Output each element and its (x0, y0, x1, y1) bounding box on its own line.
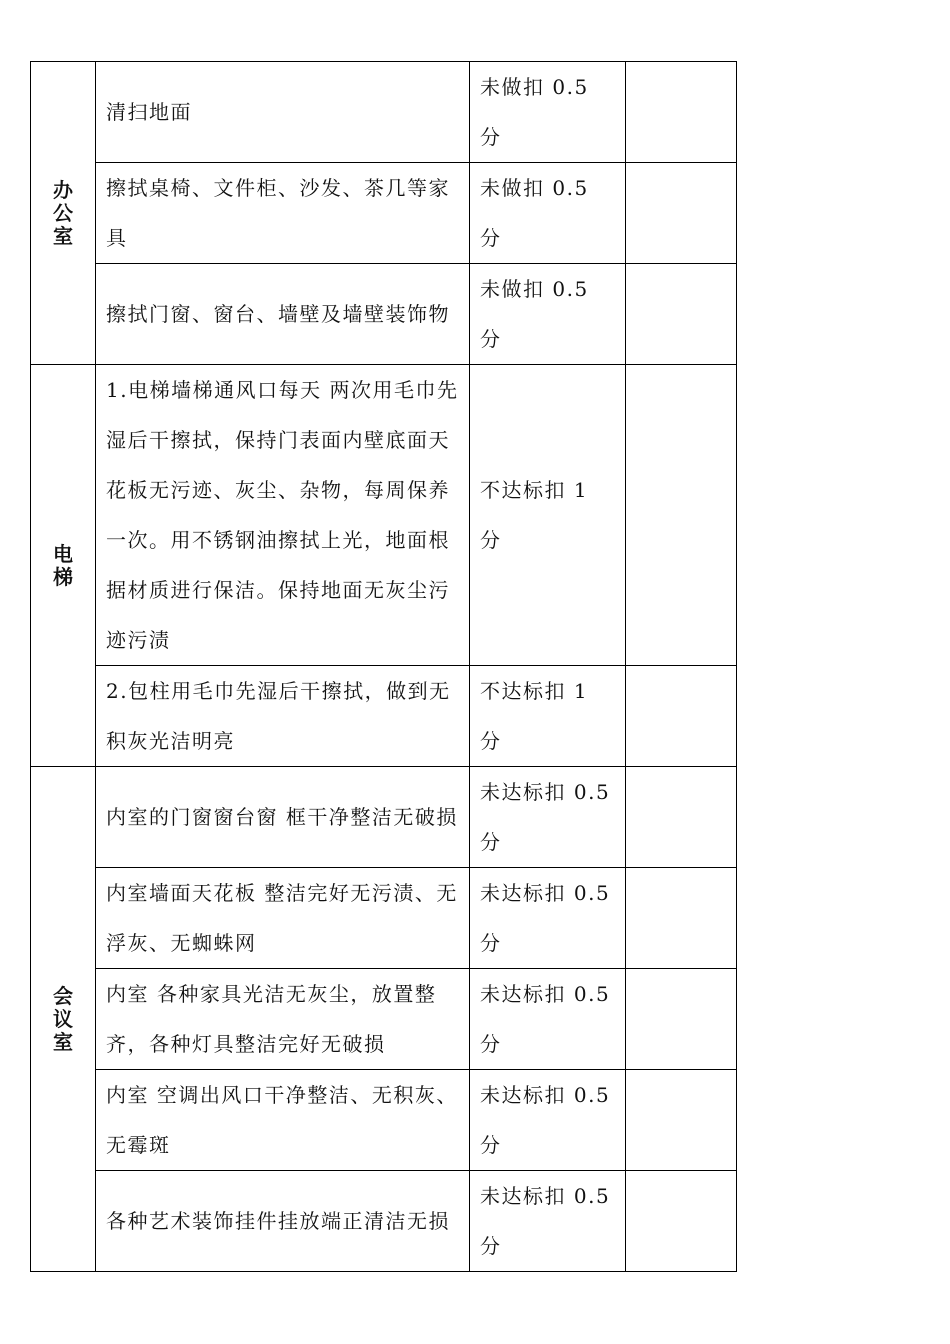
table-row (31, 1171, 737, 1272)
table-row (31, 365, 737, 666)
score-cell[interactable] (626, 767, 737, 868)
requirement-cell: 各种艺术装饰挂件挂放端正清洁无损 (96, 1171, 470, 1272)
area-cell-office (31, 62, 96, 365)
table-row (31, 868, 737, 969)
area-label: 电梯 (53, 541, 73, 589)
penalty-cell: 未达标扣 0.5 分 (470, 1171, 626, 1272)
score-cell[interactable] (626, 163, 737, 264)
requirement-cell: 内室的门窗窗台窗 框干净整洁无破损 (96, 767, 470, 868)
table-row (31, 62, 737, 163)
requirement-cell: 擦拭门窗、窗台、墙壁及墙壁装饰物 (96, 264, 470, 365)
requirement-cell: 擦拭桌椅、文件柜、沙发、茶几等家具 (96, 163, 470, 264)
table-row (31, 666, 737, 767)
requirement-cell: 1.电梯墙梯通风口每天 两次用毛巾先湿后干擦拭，保持门表面内壁底面天花板无污迹、灰尘、杂物，每周保养一次。用不锈钢油擦拭上光，地面根据材质进行保洁。保持地面无灰尘污迹污渍 (96, 365, 470, 666)
score-cell[interactable] (626, 1070, 737, 1171)
score-cell[interactable] (626, 969, 737, 1070)
penalty-cell: 不达标扣 1 分 (470, 365, 626, 666)
table-row (31, 767, 737, 868)
penalty-cell: 未做扣 0.5 分 (470, 62, 626, 163)
table-row (31, 163, 737, 264)
score-cell[interactable] (626, 868, 737, 969)
score-cell[interactable] (626, 1171, 737, 1272)
requirement-cell: 内室 各种家具光洁无灰尘，放置整齐，各种灯具整洁完好无破损 (96, 969, 470, 1070)
penalty-cell: 未做扣 0.5 分 (470, 163, 626, 264)
table-row (31, 264, 737, 365)
table-row (31, 1070, 737, 1171)
table-row (31, 969, 737, 1070)
penalty-cell: 未达标扣 0.5 分 (470, 969, 626, 1070)
score-cell[interactable] (626, 264, 737, 365)
requirement-cell: 内室 空调出风口干净整洁、无积灰、无霉斑 (96, 1070, 470, 1171)
score-cell[interactable] (626, 666, 737, 767)
area-label: 会议室 (53, 983, 73, 1054)
requirement-cell: 2.包柱用毛巾先湿后干擦拭，做到无积灰光洁明亮 (96, 666, 470, 767)
inspection-table (30, 61, 737, 1272)
area-cell-meeting-room (31, 767, 96, 1272)
requirement-cell: 内室墙面天花板 整洁完好无污渍、无浮灰、无蜘蛛网 (96, 868, 470, 969)
area-label: 办公室 (53, 177, 73, 248)
penalty-cell: 未达标扣 0.5 分 (470, 868, 626, 969)
penalty-cell: 不达标扣 1 分 (470, 666, 626, 767)
penalty-cell: 未达标扣 0.5 分 (470, 1070, 626, 1171)
score-cell[interactable] (626, 365, 737, 666)
penalty-cell: 未做扣 0.5 分 (470, 264, 626, 365)
area-cell-elevator (31, 365, 96, 767)
penalty-cell: 未达标扣 0.5 分 (470, 767, 626, 868)
score-cell[interactable] (626, 62, 737, 163)
requirement-cell: 清扫地面 (96, 62, 470, 163)
